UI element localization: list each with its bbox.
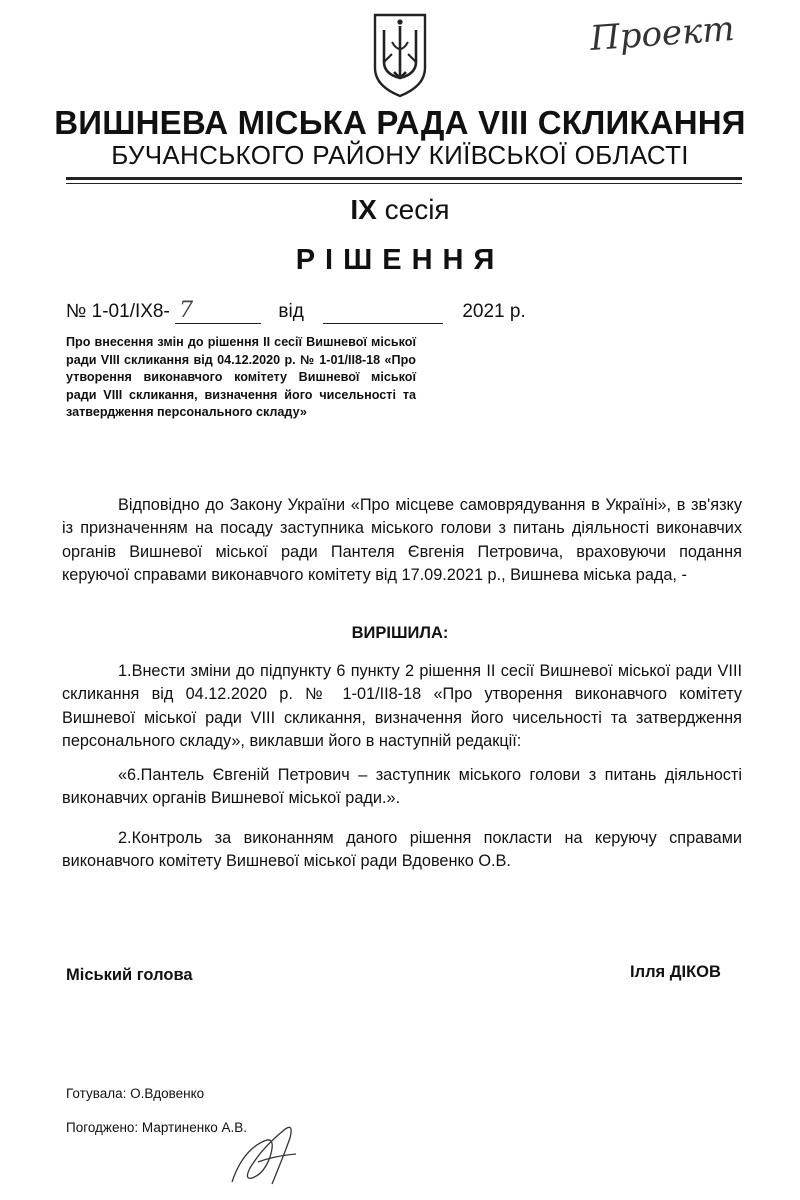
decision-title: РІШЕННЯ [295, 244, 505, 276]
council-name: ВИШНЕВА МІСЬКА РАДА VIII СКЛИКАННЯ [54, 104, 746, 141]
doc-number-blank [175, 298, 261, 324]
draft-stamp: Проект [588, 9, 736, 59]
preamble-paragraph: Відповідно до Закону України «Про місцеве самоврядування в Україні», в зв'язку із призначенням на посаду заступника міського голови з питань діяльності виконавчих органів Вишневої міської ради Пантеля Євгенія Петровича, враховуючи подання керуючої справами виконавчого комітету від 17.09.2021 р., Вишнева міська рада, - [62, 496, 742, 585]
document-number [66, 298, 526, 324]
doc-number-handwritten: 7 [179, 298, 194, 323]
session-label [0, 194, 800, 226]
header-rule-thin [66, 183, 742, 184]
signer-name: Ілля ДІКОВ [630, 963, 721, 981]
item-2-paragraph: 2.Контроль за виконанням даного рішення покласти на керуючу справами виконавчого комітету Вишневої міської ради Вдовенко О.В. [62, 829, 742, 871]
item-1-quote: «6.Пантель Євгеній Петрович – заступник міського голови з питань діяльності виконавчих органів Вишневої міської ради.». [62, 766, 742, 808]
signer-title: Міський голова [66, 966, 193, 984]
header-rule [66, 177, 742, 180]
prepared-by: Готувала: О.Вдовенко [66, 1086, 205, 1101]
doc-date-blank [323, 301, 443, 324]
doc-number-prefix: № 1-01/IX8- [66, 301, 170, 322]
session-number: IX [350, 194, 377, 225]
signature-icon [222, 1112, 312, 1192]
item-1-paragraph: 1.Внести зміни до підпункту 6 пункту 2 рішення ІІ сесії Вишневої міської ради VIII скликання від 04.12.2020 р. № 1-01/II8-18 «Про утворення виконавчого комітету Вишневої міської ради VIII скликання, визначення його чисельності та затвердження персонального складу», виклавши його в наступній редакції: [62, 662, 742, 751]
coat-of-arms-icon [372, 12, 428, 98]
council-district: БУЧАНСЬКОГО РАЙОНУ КИЇВСЬКОЇ ОБЛАСТІ [111, 140, 689, 170]
resolved-heading: ВИРІШИЛА: [351, 624, 449, 642]
session-word: сесія [384, 194, 450, 225]
doc-year: 2021 р. [462, 301, 526, 322]
agreed-by: Погоджено: Мартиненко А.В. [66, 1120, 248, 1135]
doc-date-word: від [278, 301, 304, 322]
decision-subject: Про внесення змін до рішення ІІ сесії Вишневої міської ради VIII скликання від 04.12.2020 р. № 1-01/II8-18 «Про утворення виконавчого комітету Вишневої міської ради VIII скликання, визначення його чисельності та затвердження персонального складу» [66, 335, 416, 419]
